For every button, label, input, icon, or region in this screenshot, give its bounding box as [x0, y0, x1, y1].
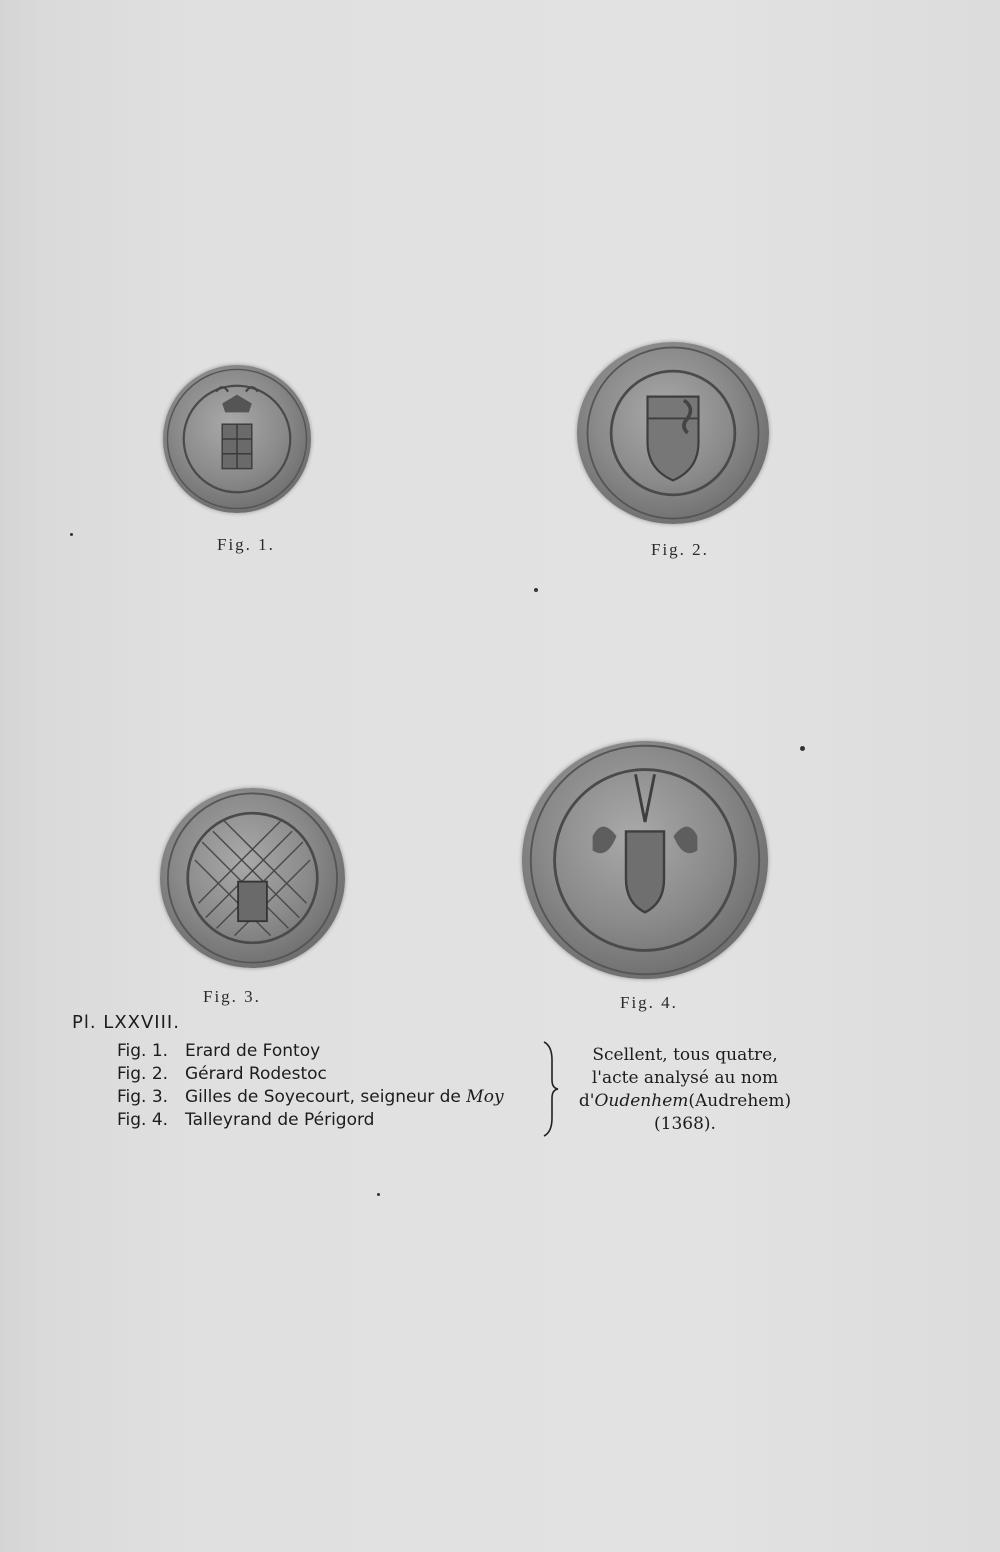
legend-item [117, 1086, 504, 1109]
legend-seal-owner: Gilles de Soyecourt, seigneur de [185, 1087, 467, 1107]
fig-4-caption: Fig. 4. [620, 993, 678, 1012]
legend-fig-number: Fig. 1. [117, 1041, 169, 1061]
legend-fig-number: Fig. 4. [117, 1110, 169, 1130]
fig-1-caption: Fig. 1. [217, 535, 275, 554]
note-line-3-italic: Oudenhem [594, 1091, 689, 1111]
figure-legend [117, 1040, 504, 1132]
legend-seal-owner: Talleyrand de Périgord [185, 1110, 375, 1130]
paper-speck [534, 588, 538, 592]
legend-item [117, 1063, 504, 1086]
paper-speck [800, 746, 805, 751]
seal-fig-4 [522, 741, 768, 979]
legend-item [117, 1109, 504, 1132]
fig-3-caption: Fig. 3. [203, 987, 261, 1006]
seal-fig-3 [160, 788, 345, 968]
legend-item [117, 1040, 504, 1063]
plate-label: Pl. LXXVIII. [72, 1012, 180, 1033]
legend-seal-owner: Erard de Fontoy [185, 1041, 321, 1061]
seal-fig-1-image [163, 365, 311, 513]
curly-brace [540, 1040, 560, 1138]
seal-fig-1 [163, 365, 311, 513]
note-line-3-prefix: d' [578, 1091, 595, 1111]
fig-2-caption: Fig. 2. [651, 540, 709, 559]
note-line-2: l'acte analysé au nom [591, 1068, 779, 1088]
legend-fig-number: Fig. 2. [117, 1064, 169, 1084]
seal-fig-3-image [160, 788, 345, 968]
paper-speck [70, 533, 73, 536]
seal-fig-4-image [522, 741, 768, 979]
note-line-1: Scellent, tous quatre, [592, 1045, 778, 1065]
note-line-3 [560, 1090, 810, 1113]
seal-note [560, 1044, 810, 1136]
legend-seal-owner: Gérard Rodestoc [185, 1064, 327, 1084]
note-line-3-suffix: (Audrehem) [688, 1091, 792, 1111]
paper-speck [377, 1193, 380, 1196]
seal-fig-2 [577, 342, 769, 524]
legend-place-name: Moy [466, 1087, 504, 1107]
legend-fig-number: Fig. 3. [117, 1087, 169, 1107]
note-line-4: (1368). [654, 1114, 716, 1134]
seal-fig-2-image [577, 342, 769, 524]
